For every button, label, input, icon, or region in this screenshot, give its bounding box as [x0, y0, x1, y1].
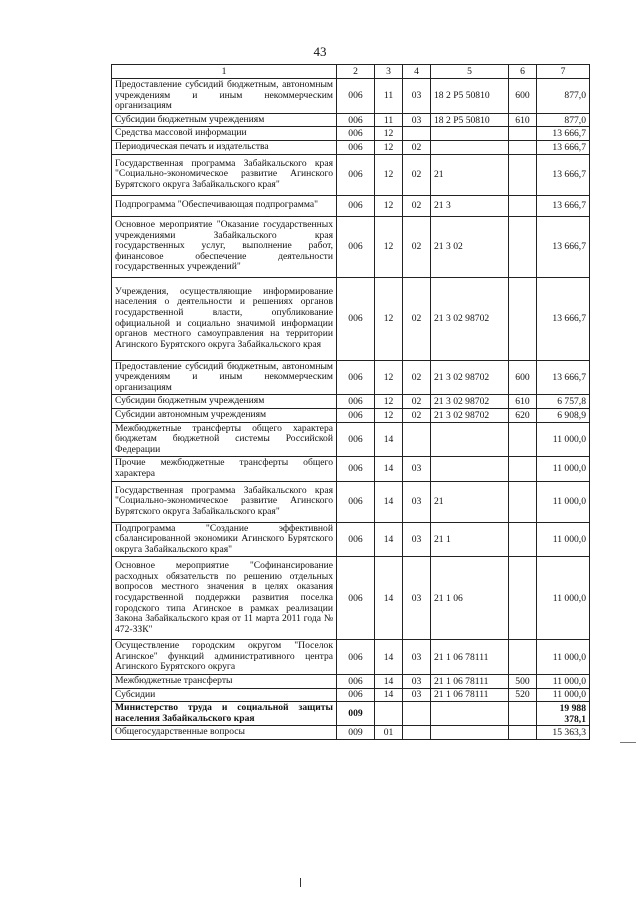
row-c5-cell: 21 3 02 98702	[431, 277, 509, 360]
table-row	[112, 154, 590, 195]
row-c6-cell	[509, 557, 537, 640]
row-c4-cell	[403, 702, 431, 726]
row-c4-cell: 02	[403, 140, 431, 154]
row-c2-cell: 006	[337, 216, 375, 277]
row-c4-cell: 02	[403, 408, 431, 422]
row-c7-cell: 13 666,7	[537, 195, 590, 216]
row-c7-cell: 13 666,7	[537, 127, 590, 141]
row-name-cell: Межбюджетные трансферты	[112, 675, 337, 689]
row-c4-cell: 03	[403, 688, 431, 702]
table-row	[112, 675, 590, 689]
row-c3-cell: 11	[375, 79, 403, 114]
row-c3-cell	[375, 702, 403, 726]
header-cell: 7	[537, 65, 590, 79]
row-c5-cell: 21 3 02 98702	[431, 360, 509, 395]
row-c5-cell: 18 2 P5 50810	[431, 79, 509, 114]
row-c3-cell: 12	[375, 277, 403, 360]
row-name-cell: Субсидии	[112, 688, 337, 702]
row-c6-cell: 500	[509, 675, 537, 689]
row-name-cell: Государственная программа Забайкальского края "Социально-экономическое развитие Агинского Бурятского округа Забайкальского края"	[112, 154, 337, 195]
row-c7-cell: 877,0	[537, 79, 590, 114]
row-c3-cell: 14	[375, 522, 403, 557]
row-c4-cell	[403, 422, 431, 457]
row-c5-cell	[431, 702, 509, 726]
table-row	[112, 640, 590, 675]
row-c7-cell: 6 757,8	[537, 395, 590, 409]
row-c2-cell: 006	[337, 640, 375, 675]
row-c6-cell: 610	[509, 113, 537, 127]
row-c5-cell	[431, 422, 509, 457]
header-cell: 5	[431, 65, 509, 79]
table-row	[112, 481, 590, 522]
row-name-cell: Осуществление городским округом "Поселок Агинское" функций административного центра Агинского Бурятского округа	[112, 640, 337, 675]
row-c2-cell: 006	[337, 140, 375, 154]
row-c4-cell: 02	[403, 195, 431, 216]
row-c6-cell	[509, 195, 537, 216]
row-c6-cell	[509, 457, 537, 481]
row-c4-cell: 03	[403, 79, 431, 114]
row-c5-cell: 18 2 P5 50810	[431, 113, 509, 127]
row-c7-cell: 11 000,0	[537, 675, 590, 689]
table-row	[112, 360, 590, 395]
row-c6-cell	[509, 481, 537, 522]
row-c5-cell: 21 1 06	[431, 557, 509, 640]
row-c6-cell	[509, 140, 537, 154]
row-c2-cell: 006	[337, 113, 375, 127]
row-name-cell: Периодическая печать и издательства	[112, 140, 337, 154]
table-row	[112, 557, 590, 640]
row-c7-cell: 11 000,0	[537, 688, 590, 702]
table-row	[112, 408, 590, 422]
header-cell: 3	[375, 65, 403, 79]
row-c4-cell: 02	[403, 277, 431, 360]
row-c3-cell: 14	[375, 557, 403, 640]
row-c7-cell: 11 000,0	[537, 457, 590, 481]
header-cell: 2	[337, 65, 375, 79]
row-c5-cell: 21	[431, 154, 509, 195]
row-c5-cell: 21 1 06 78111	[431, 675, 509, 689]
row-c7-cell: 11 000,0	[537, 640, 590, 675]
row-c3-cell: 01	[375, 726, 403, 740]
row-c3-cell: 14	[375, 640, 403, 675]
header-cell: 6	[509, 65, 537, 79]
row-name-cell: Предоставление субсидий бюджетным, автономным учреждениям и иным некоммерческим организациям	[112, 79, 337, 114]
row-c5-cell	[431, 140, 509, 154]
row-c2-cell: 006	[337, 360, 375, 395]
row-c6-cell: 620	[509, 408, 537, 422]
row-c2-cell: 006	[337, 688, 375, 702]
table-row	[112, 457, 590, 481]
table-row	[112, 422, 590, 457]
header-cell: 4	[403, 65, 431, 79]
row-c6-cell	[509, 422, 537, 457]
table-row	[112, 216, 590, 277]
row-c6-cell	[509, 216, 537, 277]
row-c2-cell: 009	[337, 702, 375, 726]
scan-mark	[300, 878, 301, 887]
row-c2-cell: 006	[337, 457, 375, 481]
row-name-cell: Государственная программа Забайкальского края "Социально-экономическое развитие Агинского Бурятского округа Забайкальского края"	[112, 481, 337, 522]
row-c2-cell: 006	[337, 195, 375, 216]
row-name-cell: Субсидии бюджетным учреждениям	[112, 395, 337, 409]
table-row	[112, 195, 590, 216]
row-c3-cell: 12	[375, 195, 403, 216]
row-c6-cell	[509, 522, 537, 557]
row-name-cell: Общегосударственные вопросы	[112, 726, 337, 740]
row-name-cell: Средства массовой информации	[112, 127, 337, 141]
row-c3-cell: 14	[375, 457, 403, 481]
row-name-cell: Прочие межбюджетные трансферты общего характера	[112, 457, 337, 481]
row-c4-cell	[403, 127, 431, 141]
row-c4-cell: 03	[403, 113, 431, 127]
row-c3-cell: 12	[375, 360, 403, 395]
row-name-cell: Субсидии автономным учреждениям	[112, 408, 337, 422]
row-c3-cell: 12	[375, 154, 403, 195]
row-c2-cell: 006	[337, 127, 375, 141]
table-row	[112, 113, 590, 127]
row-c2-cell: 006	[337, 408, 375, 422]
row-c4-cell	[403, 726, 431, 740]
row-name-cell: Субсидии бюджетным учреждениям	[112, 113, 337, 127]
row-c2-cell: 006	[337, 277, 375, 360]
budget-table	[111, 64, 590, 740]
row-c6-cell	[509, 277, 537, 360]
row-c4-cell: 02	[403, 154, 431, 195]
row-c5-cell: 21 3 02 98702	[431, 408, 509, 422]
row-c5-cell: 21 3 02 98702	[431, 395, 509, 409]
row-c5-cell	[431, 726, 509, 740]
row-c7-cell: 13 666,7	[537, 154, 590, 195]
row-name-cell: Основное мероприятие "Оказание государственных учреждениями Забайкальского края государственных услуг, выполнение работ, финансовое обеспечение деятельности государственных учреждений"	[112, 216, 337, 277]
table-row	[112, 522, 590, 557]
row-c7-cell: 19 988 378,1	[537, 702, 590, 726]
row-c4-cell: 03	[403, 557, 431, 640]
row-c7-cell: 877,0	[537, 113, 590, 127]
row-c3-cell: 12	[375, 127, 403, 141]
row-c3-cell: 12	[375, 395, 403, 409]
row-c3-cell: 14	[375, 688, 403, 702]
row-name-cell: Подпрограмма "Обеспечивающая подпрограмма"	[112, 195, 337, 216]
row-c7-cell: 11 000,0	[537, 481, 590, 522]
row-c4-cell: 03	[403, 640, 431, 675]
row-c6-cell: 610	[509, 395, 537, 409]
table-row	[112, 688, 590, 702]
row-c7-cell: 11 000,0	[537, 422, 590, 457]
row-c2-cell: 006	[337, 557, 375, 640]
row-c2-cell: 006	[337, 422, 375, 457]
row-c4-cell: 03	[403, 481, 431, 522]
row-c6-cell: 520	[509, 688, 537, 702]
row-c2-cell: 006	[337, 395, 375, 409]
row-name-cell: Учреждения, осуществляющие информирование населения о деятельности и решениях органов государственной власти, опубликование официальной и социально значимой информации органов местного самоуправления на территории Агинского Бурятского округа Забайкальского края	[112, 277, 337, 360]
row-c5-cell: 21 1 06 78111	[431, 688, 509, 702]
row-c2-cell: 006	[337, 79, 375, 114]
row-c7-cell: 13 666,7	[537, 216, 590, 277]
row-name-cell: Межбюджетные трансферты общего характера бюджетам бюджетной системы Российской Федерации	[112, 422, 337, 457]
row-name-cell: Основное мероприятие "Софинансирование расходных обязательств по решению отдельных вопросов местного значения в целях оказания государственной поддержки развития поселка городского типа Агинское в рамках реализации Закона Забайкальского края от 11 марта 2011 года № 472-ЗЗК"	[112, 557, 337, 640]
row-c2-cell: 006	[337, 154, 375, 195]
row-c3-cell: 12	[375, 408, 403, 422]
row-c6-cell: 600	[509, 79, 537, 114]
table-row	[112, 127, 590, 141]
row-c6-cell: 600	[509, 360, 537, 395]
scan-edge	[620, 742, 636, 743]
row-c4-cell: 02	[403, 395, 431, 409]
row-c6-cell	[509, 702, 537, 726]
row-c3-cell: 12	[375, 216, 403, 277]
row-c7-cell: 13 666,7	[537, 360, 590, 395]
header-cell: 1	[112, 65, 337, 79]
row-c5-cell: 21	[431, 481, 509, 522]
row-c4-cell: 02	[403, 360, 431, 395]
row-c4-cell: 03	[403, 457, 431, 481]
header-row	[112, 65, 590, 79]
row-c5-cell: 21 1 06 78111	[431, 640, 509, 675]
table-row	[112, 395, 590, 409]
row-c7-cell: 13 666,7	[537, 140, 590, 154]
page-number: 43	[313, 44, 327, 59]
row-c7-cell: 15 363,3	[537, 726, 590, 740]
row-c2-cell: 006	[337, 481, 375, 522]
table-row	[112, 726, 590, 740]
row-c6-cell	[509, 726, 537, 740]
table-row	[112, 277, 590, 360]
row-c3-cell: 14	[375, 422, 403, 457]
row-c7-cell: 11 000,0	[537, 522, 590, 557]
row-name-cell: Подпрограмма "Создание эффективной сбалансированной экономики Агинского Бурятского округа Забайкальского края"	[112, 522, 337, 557]
row-c2-cell: 006	[337, 522, 375, 557]
row-name-cell: Министерство труда и социальной защиты населения Забайкальского края	[112, 702, 337, 726]
row-c5-cell: 21 3 02	[431, 216, 509, 277]
row-c6-cell	[509, 127, 537, 141]
row-c7-cell: 13 666,7	[537, 277, 590, 360]
row-c2-cell: 009	[337, 726, 375, 740]
row-c3-cell: 14	[375, 481, 403, 522]
row-c7-cell: 6 908,9	[537, 408, 590, 422]
row-name-cell: Предоставление субсидий бюджетным, автономным учреждениям и иным некоммерческим организациям	[112, 360, 337, 395]
row-c4-cell: 03	[403, 675, 431, 689]
row-c5-cell: 21 1	[431, 522, 509, 557]
row-c3-cell: 14	[375, 675, 403, 689]
row-c4-cell: 02	[403, 216, 431, 277]
table-row	[112, 140, 590, 154]
row-c3-cell: 11	[375, 113, 403, 127]
row-c6-cell	[509, 640, 537, 675]
row-c2-cell: 006	[337, 675, 375, 689]
row-c5-cell: 21 3	[431, 195, 509, 216]
table-row	[112, 702, 590, 726]
row-c5-cell	[431, 457, 509, 481]
table-row	[112, 79, 590, 114]
row-c3-cell: 12	[375, 140, 403, 154]
row-c6-cell	[509, 154, 537, 195]
row-c5-cell	[431, 127, 509, 141]
row-c4-cell: 03	[403, 522, 431, 557]
row-c7-cell: 11 000,0	[537, 557, 590, 640]
